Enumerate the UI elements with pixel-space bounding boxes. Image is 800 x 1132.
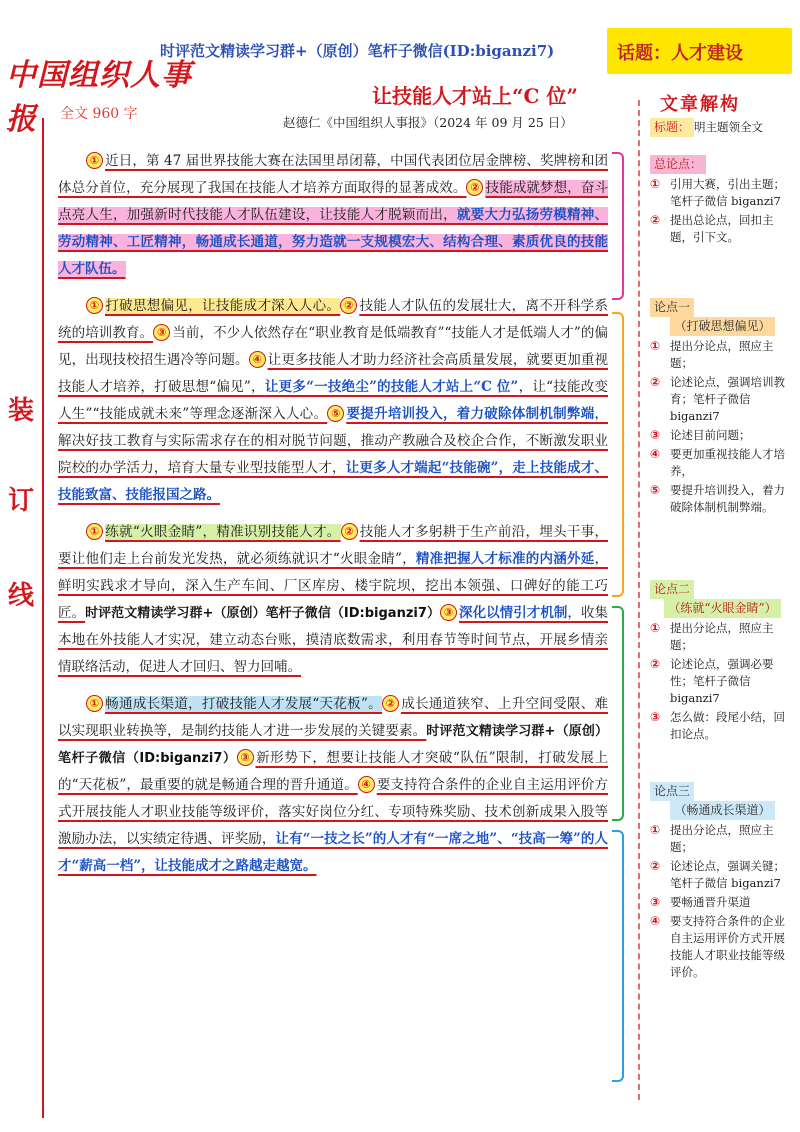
list-item xyxy=(650,482,795,516)
sentence: 技能人才多躬耕于生产前沿，埋头干事，要让他们走上台前发光发热，就必须练就识才“火眼金睛”， xyxy=(58,524,609,567)
list-item xyxy=(650,176,795,210)
item-text: 要更加重视技能人才培养， xyxy=(670,447,785,478)
article-byline: 赵德仁《中国组织人事报》（2024 年 09 月 25 日） xyxy=(283,115,573,130)
sentence-marker: ③ xyxy=(237,749,254,766)
item-number: ① xyxy=(650,177,661,191)
item-text: 提出分论点，照应主题； xyxy=(670,823,774,854)
sentence: ，鲜明实践求才导向，深入生产车间、厂区库房、楼宇院坝，挖出本领强、口碑好的能工巧匠。 xyxy=(58,551,608,621)
title-tag: 标题： xyxy=(650,118,694,137)
binding-char-3: 线 xyxy=(8,581,35,611)
bracket-point-3 xyxy=(612,830,624,1082)
key-phrase: 深化以情引才机制 xyxy=(459,605,568,621)
list-item xyxy=(650,858,795,892)
item-text: 提出总论点，回扣主题，引下文。 xyxy=(670,213,774,244)
point-2-heading: 练就“火眼金睛”，精准识别技能人才。 xyxy=(105,524,341,540)
title-desc: 明主题领全文 xyxy=(694,120,764,134)
key-phrase: 精准把握人才标准的内涵外延 xyxy=(415,551,595,567)
bracket-point-2 xyxy=(612,606,624,821)
sentence-marker: ② xyxy=(466,179,483,196)
list-item xyxy=(650,822,795,856)
newspaper-logo: 中国组织人事报 xyxy=(6,58,192,137)
item-number: ② xyxy=(650,213,661,227)
point-3-sub-text: （畅通成长渠道） xyxy=(670,801,774,820)
sentence-marker: ② xyxy=(382,695,399,712)
sentence-marker: ① xyxy=(86,523,103,540)
sentence-marker: ① xyxy=(86,152,103,169)
item-number: ④ xyxy=(650,447,661,461)
item-text: 要畅通晋升渠道 xyxy=(670,895,751,909)
item-text: 提出分论点，照应主题； xyxy=(670,339,774,370)
sentence: 要支持符合条件的企业自主运用评价方式开展技能人才职业技能等级评价，落实好岗位分红、专项特殊奖励、技术创新成果入股等激励办法，以实绩定待遇、评奖励， xyxy=(58,777,608,847)
item-text: 引用大赛，引出主题；笔杆子微信 biganzi7 xyxy=(670,177,785,208)
point-2-label: 论点二 xyxy=(650,580,694,599)
sentence-marker: ④ xyxy=(249,351,266,368)
list-item xyxy=(650,913,795,981)
sentence: 近日，第 47 届世界技能大赛在法国里昂闭幕，中国代表团位居金牌榜、奖牌榜和团体总分首位，充分展现了我国在技能人才培养方面取得的显著成效。 xyxy=(58,153,608,196)
item-number: ② xyxy=(650,375,661,389)
point-2-section xyxy=(650,580,795,743)
sentence-marker: ① xyxy=(86,297,103,314)
point-1-section xyxy=(650,298,795,516)
paragraph-point-3 xyxy=(58,691,608,880)
point-3-heading: 畅通成长渠道，打破技能人才发展“天花板”。 xyxy=(105,696,382,712)
sentence: ，收集本地在外技能人才实况，建立动态台账，摸清底数需求，利用春节等时间节点，开展乡情亲情联络活动，促进人才回归、智力回哺。 xyxy=(58,605,609,675)
study-group-ad: 时评范文精读学习群+（原创）笔杆子微信（ID:biganzi7） xyxy=(85,606,440,621)
sidebar-title: 文章解构 xyxy=(660,94,740,115)
sentence-marker: ② xyxy=(340,297,357,314)
item-text: 要提升培训投入，着力破除体制机制弊端。 xyxy=(670,483,785,514)
article-title: 让技能人才站上“C 位” xyxy=(372,84,578,108)
sentence-marker: ① xyxy=(86,695,103,712)
sentence: 让更多技能人才助力经济社会高质量发展，就要更加重视技能人才培养，打破思想“偏见”， xyxy=(58,352,609,395)
key-phrase: 让有“一技之长”的人才有“一席之地”、“技高一筹”的人才“薪高一档”，让技能成才之路越走越宽。 xyxy=(58,831,609,874)
paragraph-point-1 xyxy=(58,293,608,509)
item-number: ⑤ xyxy=(650,483,661,497)
list-item xyxy=(650,709,795,743)
key-phrase: 让更多人才端起“技能碗”，走上技能成才、技能致富、技能报国之路。 xyxy=(58,460,609,503)
point-1-sub-text: （打破思想偏见） xyxy=(670,317,774,336)
thesis-lead: 技能成就梦想，奋斗点亮人生，加强新时代技能人才队伍建设，让技能人才脱颖而出， xyxy=(58,180,609,223)
list-item xyxy=(650,374,795,425)
item-number: ① xyxy=(650,823,661,837)
binding-char-1: 装 xyxy=(8,396,35,426)
word-count: 全文 960 字 xyxy=(60,106,138,122)
point-1-label: 论点一 xyxy=(650,298,694,317)
sentence: 新形势下，想要让技能人才突破“队伍”限制，打破发展上的“天花板”，最重要的就是畅通合理的晋升通道。 xyxy=(58,750,608,793)
sentence-marker: ⑤ xyxy=(327,405,344,422)
item-text: 论述目前问题； xyxy=(670,428,751,442)
title-note xyxy=(650,118,795,137)
item-number: ① xyxy=(650,621,661,635)
item-text: 论述论点，强调培训教育；笔杆子微信 biganzi7 xyxy=(670,375,785,423)
item-number: ② xyxy=(650,859,661,873)
point-2-sub-text: （练就“火眼金睛”） xyxy=(664,599,780,618)
list-item xyxy=(650,656,795,707)
sentence: ，解决好技工教育与实际需求存在的相对脱节问题，推动产教融合及校企合作，不断激发职业院校的办学活力，培育大量专业型技能型人才， xyxy=(58,406,608,476)
sentence-marker: ③ xyxy=(440,604,457,621)
sentence: ，让“技能改变人生”“技能成就未来”等理念逐渐深入人心。 xyxy=(58,379,608,422)
point-3-sub xyxy=(650,801,795,820)
paragraph-point-2 xyxy=(58,519,608,681)
sentence: 技能人才队伍的发展壮大，离不开科学系统的培训教育。 xyxy=(58,298,608,341)
sentence: 成长通道狭窄、上升空间受限、难以实现职业转换等，是制约技能人才进一步发展的关键要素。 xyxy=(58,696,609,739)
overall-section xyxy=(650,155,795,246)
item-text: 怎么做：段尾小结，回扣论点。 xyxy=(670,710,785,741)
column-divider xyxy=(638,100,640,1100)
list-item xyxy=(650,427,795,444)
study-group-line: 时评范文精读学习群+（原创）笔杆子微信(ID:biganzi7) xyxy=(160,42,555,60)
sentence-marker: ③ xyxy=(153,324,170,341)
list-item xyxy=(650,894,795,911)
item-number: ④ xyxy=(650,914,661,928)
list-item xyxy=(650,212,795,246)
item-number: ① xyxy=(650,339,661,353)
point-3-section xyxy=(650,782,795,981)
topic-badge: 话题：人才建设 xyxy=(607,28,792,74)
point-1-heading: 打破思想偏见，让技能成才深入人心。 xyxy=(105,298,341,314)
article-body xyxy=(58,148,608,890)
sentence: 当前，不少人依然存在“职业教育是低端教育”“技能人才是低端人才”的偏见，出现技校招生遇冷等问题。 xyxy=(58,325,609,368)
list-item xyxy=(650,446,795,480)
key-phrase: 要提升培训投入，着力破除体制机制弊端 xyxy=(346,406,595,422)
list-item xyxy=(650,338,795,372)
margin-rule xyxy=(42,118,44,1118)
study-group-ad: 时评范文精读学习群+（原创）笔杆子微信（ID:biganzi7） xyxy=(58,724,608,766)
item-number: ③ xyxy=(650,428,661,442)
key-phrase: 让更多“一技绝尘”的技能人才站上“C 位” xyxy=(264,379,519,395)
overall-label: 总论点： xyxy=(650,155,706,174)
item-text: 要支持符合条件的企业自主运用评价方式开展技能人才职业技能等级评价。 xyxy=(670,914,785,979)
thesis-statement: 就要大力弘扬劳模精神、劳动精神、工匠精神，畅通成长通道，努力造就一支规模宏大、结构合理、素质优良的技能人才队伍。 xyxy=(58,207,609,277)
item-number: ③ xyxy=(650,895,661,909)
item-text: 提出分论点，照应主题； xyxy=(670,621,774,652)
binding-char-2: 订 xyxy=(8,486,35,516)
point-1-sub xyxy=(650,317,795,336)
bracket-intro xyxy=(612,152,624,300)
item-text: 论述论点，强调关键；笔杆子微信 biganzi7 xyxy=(670,859,785,890)
sentence-marker: ④ xyxy=(358,776,375,793)
item-number: ③ xyxy=(650,710,661,724)
paragraph-intro xyxy=(58,148,608,283)
list-item xyxy=(650,620,795,654)
point-2-sub xyxy=(650,599,795,618)
item-number: ② xyxy=(650,657,661,671)
point-3-label: 论点三 xyxy=(650,782,694,801)
item-text: 论述论点，强调必要性；笔杆子微信 biganzi7 xyxy=(670,657,774,705)
bracket-point-1 xyxy=(612,312,624,597)
sentence-marker: ② xyxy=(341,523,358,540)
